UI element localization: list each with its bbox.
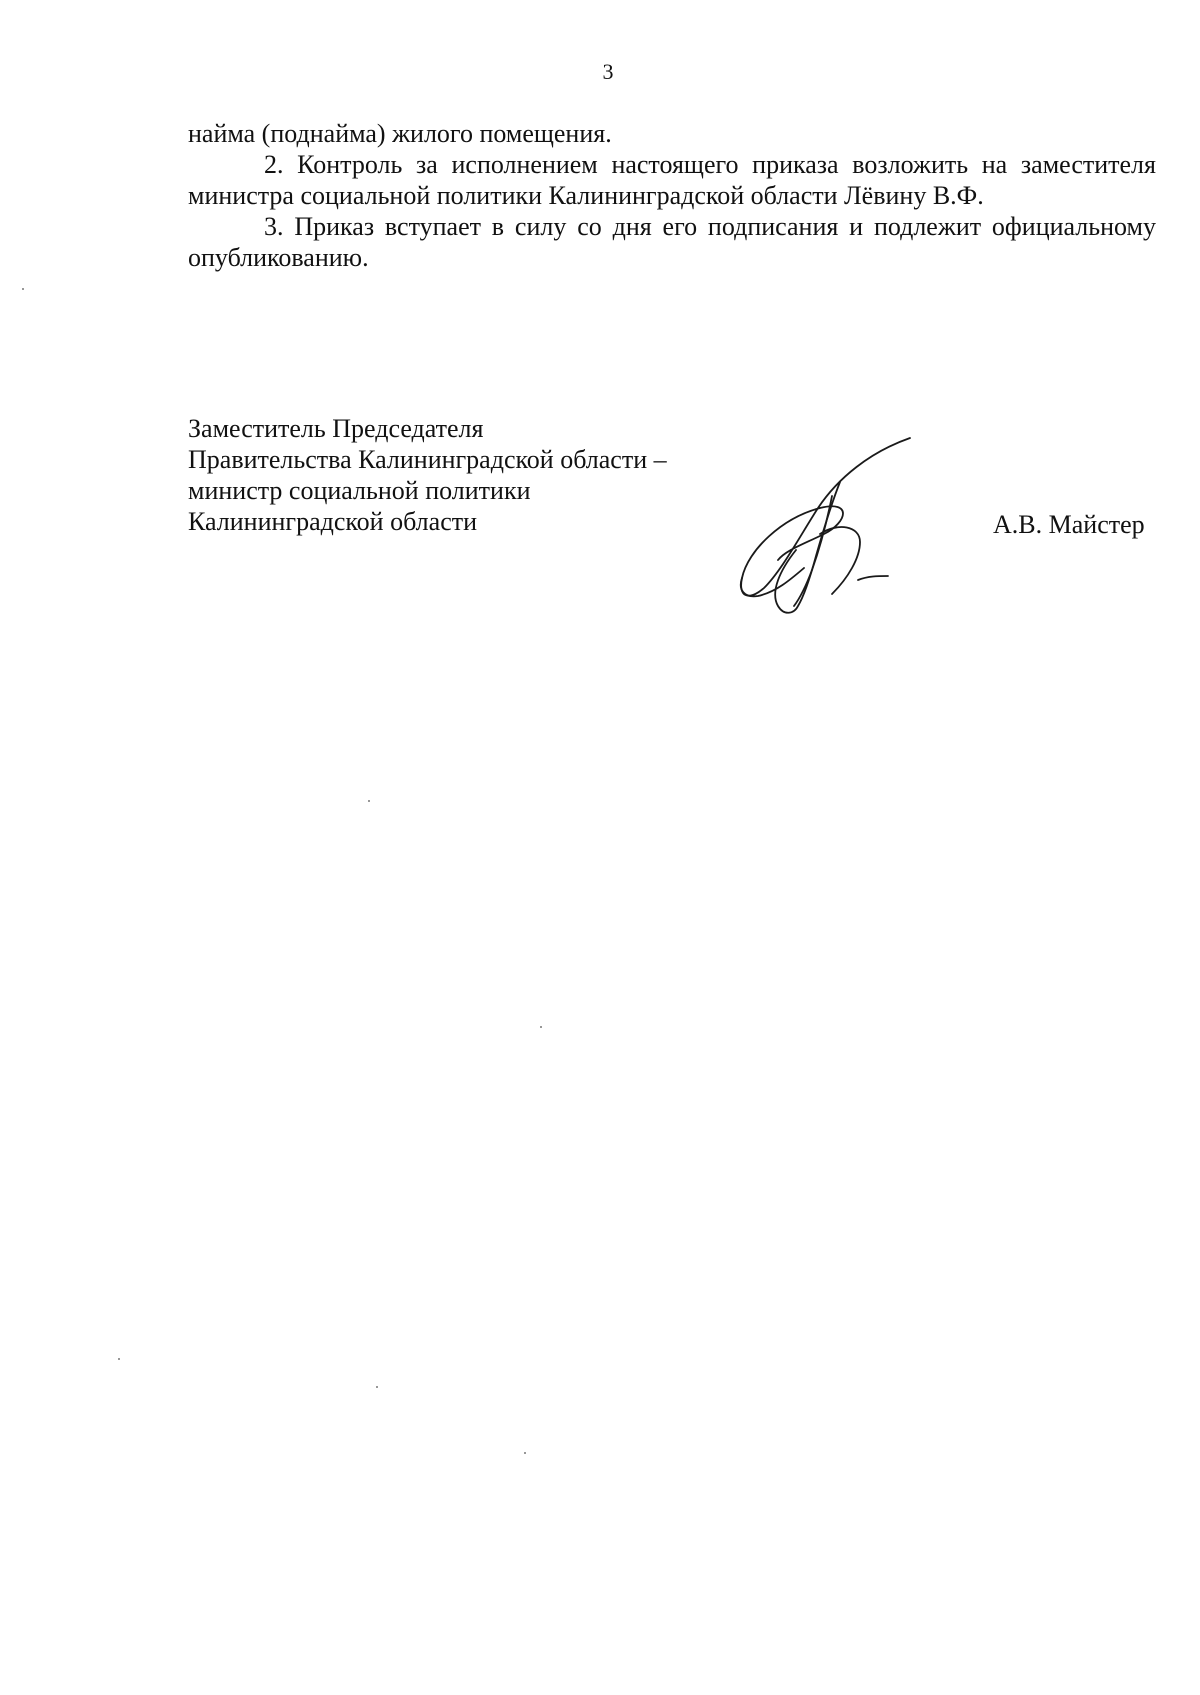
scan-speck (22, 288, 24, 290)
handwritten-signature (720, 430, 950, 620)
paragraph-3-effective-date: 3. Приказ вступает в силу со дня его подписания и подлежит официальному опубликованию. (188, 212, 1156, 272)
scan-speck (118, 1358, 120, 1360)
position-line: Правительства Калининградской области – (188, 445, 667, 474)
paragraph-2-control: 2. Контроль за исполнением настоящего приказа возложить на заместителя министра социальной политики Калининградской области Лёвину В.Ф. (188, 150, 1156, 210)
position-line: министр социальной политики (188, 476, 531, 505)
document-body (188, 118, 1156, 273)
position-line: Калининградской области (188, 507, 478, 536)
scan-speck (524, 1452, 526, 1454)
scan-speck (368, 800, 370, 802)
signatory-position (188, 413, 748, 537)
scan-speck (376, 1386, 378, 1388)
signer-name: А.В. Майстер (993, 510, 1145, 539)
scan-speck (540, 1026, 542, 1028)
paragraph-continuation: найма (поднайма) жилого помещения. (188, 119, 612, 148)
position-line: Заместитель Председателя (188, 414, 484, 443)
page-number: 3 (602, 59, 614, 84)
